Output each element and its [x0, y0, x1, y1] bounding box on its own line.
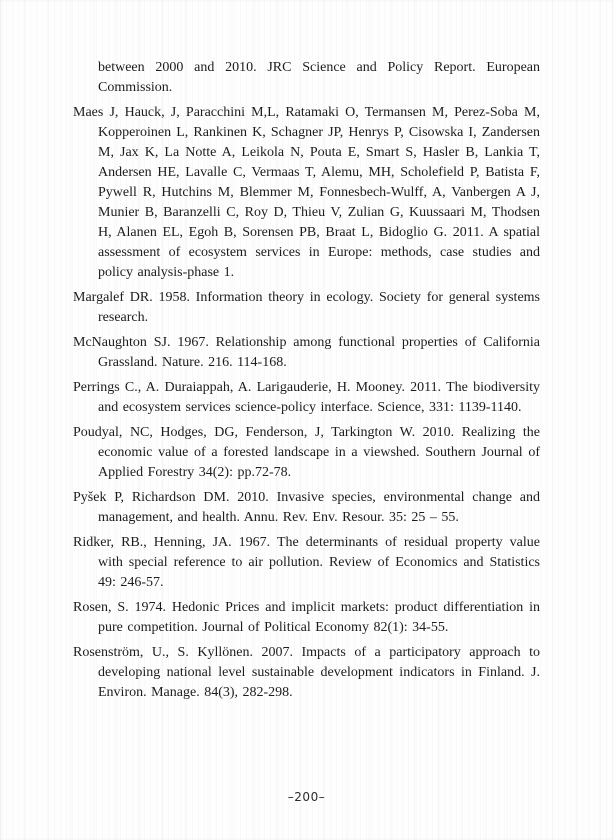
page-number: –200–	[287, 790, 326, 804]
reference-entry: Rosenström, U., S. Kyllönen. 2007. Impacts of a participatory approach to developing national level sustainable development indicators in Finland. J. Environ. Manage. 84(3), 282-298.	[73, 645, 540, 700]
reference-entry: Maes J, Hauck, J, Paracchini M,L, Ratamaki O, Termansen M, Perez-Soba M, Kopperoinen L, Rankinen K, Schagner JP, Henrys P, Cisowska I, Zandersen M, Jax K, La Notte A, Leikola N, Pouta E, Smart S, Hasler B, Lankia T, Andersen HE, Lavalle C, Vermaas T, Alemu, MH, Scholefield P, Batista F, Pywell R, Hutchins M, Blemmer M, Fonnesbech-Wulff, A, Vanbergen A J, Munier B, Baranzelli C, Roy D, Thieu V, Zulian G, Kuussaari M, Thodsen H, Alanen EL, Egoh B, Sorensen PB, Braat L, Bidoglio G. 2011. A spatial assessment of ecosystem services in Europe: methods, case studies and policy analysis-phase 1.	[73, 105, 540, 280]
references-list	[73, 58, 540, 708]
reference-entry: between 2000 and 2010. JRC Science and Policy Report. European Commission.	[98, 60, 540, 95]
reference-entry: Perrings C., A. Duraiappah, A. Larigauderie, H. Mooney. 2011. The biodiversity and ecosystem services science-policy interface. Science, 331: 1139-1140.	[73, 380, 540, 415]
reference-entry: Poudyal, NC, Hodges, DG, Fenderson, J, Tarkington W. 2010. Realizing the economic value of a forested landscape in a viewshed. Southern Journal of Applied Forestry 34(2): pp.72-78.	[73, 425, 540, 480]
reference-entry: Pyšek P, Richardson DM. 2010. Invasive species, environmental change and management, and health. Annu. Rev. Env. Resour. 35: 25 – 55.	[73, 490, 540, 525]
reference-entry: Margalef DR. 1958. Information theory in ecology. Society for general systems research.	[73, 290, 540, 325]
reference-entry: Ridker, RB., Henning, JA. 1967. The determinants of residual property value with special reference to air pollution. Review of Economics and Statistics 49: 246-57.	[73, 535, 540, 590]
reference-entry: Rosen, S. 1974. Hedonic Prices and implicit markets: product differentiation in pure competition. Journal of Political Economy 82(1): 34-55.	[73, 600, 540, 635]
reference-entry: McNaughton SJ. 1967. Relationship among functional properties of California Grassland. Nature. 216. 114-168.	[73, 335, 540, 370]
